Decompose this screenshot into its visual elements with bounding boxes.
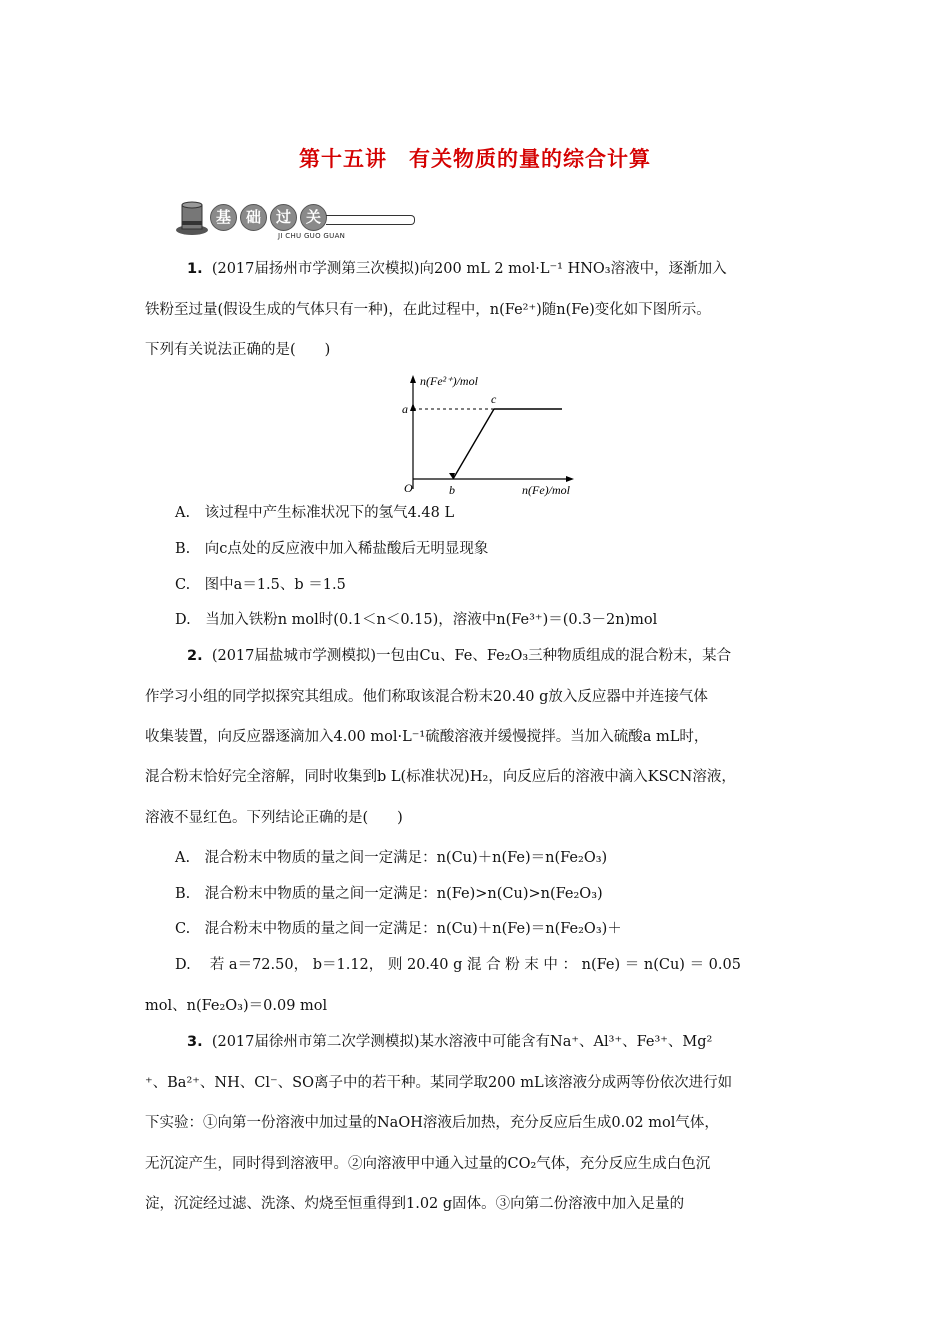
q3-line3: 下实验：①向第一份溶液中加过量的NaOH溶液后加热，充分反应后生成0.02 mol气体， <box>145 1115 719 1131</box>
q1-chart <box>390 373 600 503</box>
q3-line5: 淀，沉淀经过滤、洗涤、灼烧至恒重得到1.02 g固体。③向第二份溶液中加入足量的 <box>145 1196 685 1212</box>
q1-line2: 铁粉至过量(假设生成的气体只有一种)，在此过程中，n(Fe²⁺)随n(Fe)变化如下图所示。 <box>145 302 711 318</box>
y-axis-arrow <box>410 375 416 383</box>
point-c-label: c <box>491 392 497 406</box>
origin-label: O <box>404 481 413 495</box>
q2-option-c: C. 混合粉末中物质的量之间一定满足：n(Cu)＋n(Fe)＝n(Fe₂O₃)＋ <box>175 921 622 937</box>
q2-option-d-cont: mol、n(Fe₂O₃)＝0.09 mol <box>145 998 328 1014</box>
q1-option-b: B. 向c点处的反应液中加入稀盐酸后无明显现象 <box>175 541 489 557</box>
series-line-rise <box>453 409 494 479</box>
page-title: 第十五讲 有关物质的量的综合计算 <box>299 147 651 171</box>
q1-option-d: D. 当加入铁粉n mol时(0.1＜n＜0.15)，溶液中n(Fe³⁺)＝(0.3－2n)mol <box>175 612 658 628</box>
banner-char: 础 <box>240 204 267 231</box>
q2-line2: 作学习小组的同学拟探究其组成。他们称取该混合粉末20.40 g放入反应器中并连接气体 <box>145 689 708 705</box>
q2-line5: 溶液不显红色。下列结论正确的是( ) <box>145 810 403 826</box>
a-marker <box>410 403 416 411</box>
q3-line2: ⁺、Ba²⁺、NH、Cl⁻、SO离子中的若干种。某同学取200 mL该溶液分成两等份依次进行如 <box>145 1075 733 1091</box>
q2-line3: 收集装置，向反应器逐滴加入4.00 mol·L⁻¹硫酸溶液并缓慢搅拌。当加入硫酸a mL时， <box>145 729 709 745</box>
q1-line1: 1. (2017届扬州市学测第三次模拟)向200 mL 2 mol·L⁻¹ HNO₃溶液中，逐渐加入 <box>187 261 727 277</box>
hat-icon <box>174 197 210 237</box>
q2-line1: 2. (2017届盐城市学测模拟)一包由Cu、Fe、Fe₂O₃三种物质组成的混合粉末，某合 <box>187 648 732 664</box>
point-b-label: b <box>449 483 455 497</box>
q3-line4: 无沉淀产生，同时得到溶液甲。②向溶液甲中通入过量的CO₂气体，充分反应生成白色沉 <box>145 1156 711 1172</box>
section-banner <box>174 197 418 243</box>
q3-line1: 3. (2017届徐州市第二次学测模拟)某水溶液中可能含有Na⁺、Al³⁺、Fe³⁺、Mg² <box>187 1034 713 1050</box>
banner-char: 过 <box>270 204 297 231</box>
x-axis-label: n(Fe)/mol <box>522 483 570 497</box>
q2-option-d: D. 若 a＝72.50， b＝1.12， 则 20.40 g 混 合 粉 末 中 ： n(Fe) ＝ n(Cu) ＝ 0.05 <box>175 957 741 973</box>
q1-option-c: C. 图中a＝1.5、b ＝1.5 <box>175 577 346 593</box>
q1-option-a: A. 该过程中产生标准状况下的氢气4.48 L <box>175 505 455 521</box>
banner-rule <box>326 215 415 225</box>
banner-char: 关 <box>300 204 327 231</box>
banner-pinyin: JI CHU GUO GUAN <box>278 232 346 240</box>
q2-option-a: A. 混合粉末中物质的量之间一定满足：n(Cu)＋n(Fe)＝n(Fe₂O₃) <box>175 850 608 866</box>
x-axis-arrow <box>566 476 574 482</box>
point-a-label: a <box>402 402 408 416</box>
q2-option-b: B. 混合粉末中物质的量之间一定满足：n(Fe)>n(Cu)>n(Fe₂O₃) <box>175 886 603 902</box>
q2-line4: 混合粉末恰好完全溶解，同时收集到b L(标准状况)H₂，向反应后的溶液中滴入KSCN溶液， <box>145 769 736 785</box>
banner-char: 基 <box>210 204 237 231</box>
q1-line3: 下列有关说法正确的是( ) <box>145 342 331 358</box>
y-axis-label: n(Fe²⁺)/mol <box>420 374 478 388</box>
